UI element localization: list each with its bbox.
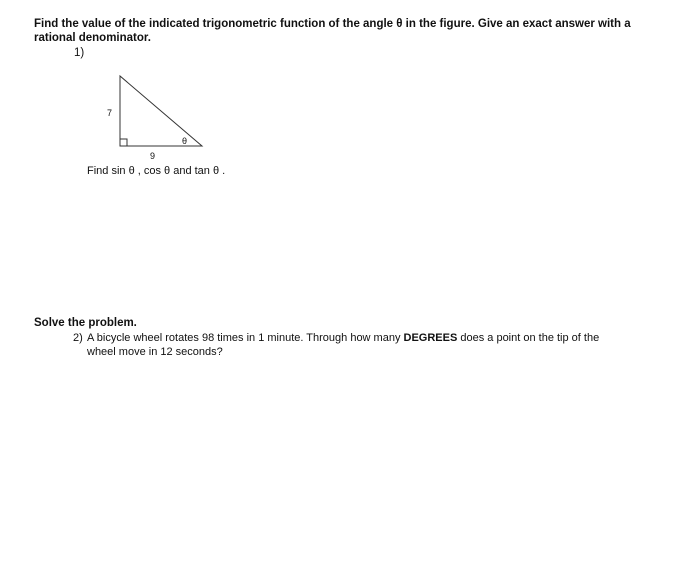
problem-2 <box>73 331 633 359</box>
problem-2-line-2: wheel move in 12 seconds? <box>87 346 223 358</box>
right-triangle-figure <box>100 72 220 164</box>
vertical-side-label: 7 <box>107 108 113 118</box>
angle-theta-label: θ <box>182 136 188 146</box>
problem-1-number: 1) <box>74 47 85 59</box>
problem-1-prompt: Find sin θ , cos θ and tan θ . <box>87 165 226 177</box>
problem-2-number: 2) <box>73 332 83 344</box>
problem-2-emphasis: DEGREES <box>403 332 458 344</box>
right-angle-marker <box>120 139 127 146</box>
problem-2-line-1 <box>73 331 633 345</box>
triangle-shape <box>120 76 202 146</box>
horizontal-side-label: 9 <box>150 151 156 161</box>
problem-2-text-after: does a point on the tip of the <box>457 332 600 344</box>
instructions: Find the value of the indicated trigonometric function of the angle θ in the figure. Give an exact answer with a rational denominator. <box>34 18 631 44</box>
section-2-heading: Solve the problem. <box>34 317 137 329</box>
problem-2-text-before: A bicycle wheel rotates 98 times in 1 minute. Through how many <box>87 332 404 344</box>
